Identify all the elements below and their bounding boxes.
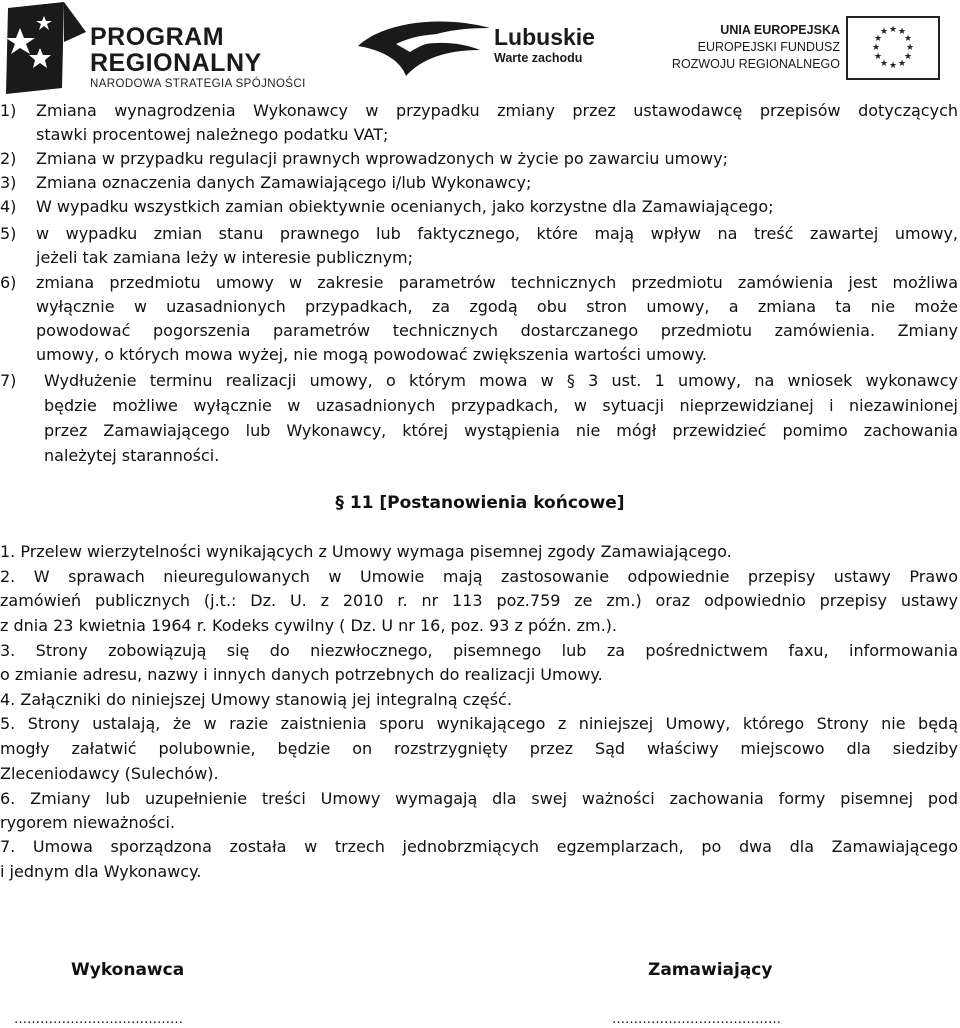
list-item-6-number: 6) [0,273,17,292]
program-line1: PROGRAM [90,23,225,51]
list-item-3-line1: Zmiana oznaczenia danych Zamawiającego i/lub Wykonawcy; [36,173,532,192]
signature-line-contractor: ………………………………… [14,1012,183,1027]
svg-text:★: ★ [873,52,883,62]
list-item-6-line2: wyłącznie w uzasadnionych przypadkach, za zgodą obu stron umowy, a zmiana ta nie może [36,297,958,316]
list-item-7-line2: będzie możliwe wyłącznie w uzasadnionych przypadkach, w sytuacji nieprzewidzianej i niezawinionej [44,396,958,415]
program-line2: REGIONALNY [90,49,262,77]
list-item-1-line1: Zmiana wynagrodzenia Wykonawcy w przypadku zmiany przez ustawodawcę przepisów dotyczących [36,101,958,120]
lubuskie-logo [356,18,606,82]
provision-3-line1: 3. Strony zobowiązują się do niezwłocznego, pisemnego lub za pośrednictwem faxu, informowania [0,641,958,660]
header-logos [0,0,960,96]
provision-7-line1: 7. Umowa sporządzona została w trzech jednobrzmiących egzemplarzach, po dwa dla Zamawiającego [0,837,958,856]
list-item-2-number: 2) [0,149,17,168]
svg-text:★: ★ [897,27,907,37]
svg-text:★: ★ [871,43,881,53]
provision-3-line2: o zmianie adresu, nazwy i innych danych potrzebnych do realizacji Umowy. [0,665,603,684]
program-regionalny-flag-icon [6,2,86,94]
signature-label-contractor: Wykonawca [71,960,185,980]
eu-fund-text [640,22,840,73]
list-item-7-line1: Wydłużenie terminu realizacji umowy, o którym mowa w § 3 ust. 1 umowy, na wniosek wykonawcy [44,371,958,390]
list-item-5-number: 5) [0,224,17,243]
list-item-7-line3: przez Zamawiającego lub Wykonawcy, której wystąpienia nie mógł przewidzieć pomimo zachowania [44,421,958,440]
list-item-6-line3: powodować pogorszenia parametrów technicznych dostarczanego przedmiotu zamówienia. Zmiany [36,321,958,340]
program-regionalny-title [90,24,262,76]
svg-text:★: ★ [888,25,898,35]
list-item-2-line1: Zmiana w przypadku regulacji prawnych wprowadzonych w życie po zawarciu umowy; [36,149,728,168]
provision-2-line1: 2. W sprawach nieuregulowanych w Umowie mają zastosowanie odpowiednie przepisy ustawy Prawo [0,567,958,586]
list-item-6-line4: umowy, o których mowa wyżej, nie mogą powodować zwiększenia wartości umowy. [36,345,707,364]
list-item-7-number: 7) [0,371,17,390]
lubuskie-wing-icon [356,18,492,82]
lubuskie-name: Lubuskie [494,24,595,50]
eu-stars-icon [848,18,938,78]
list-item-7-line4: należytej staranności. [44,446,220,465]
provision-2-line3: z dnia 23 kwietnia 1964 r. Kodeks cywilny ( Dz. U nr 16, poz. 93 z późn. zm.). [0,616,617,635]
provision-5-line2: mogły załatwić polubownie, będzie on rozstrzygnięty przez Sąd właściwy miejscowo dla siedziby [0,739,958,758]
provision-6-line2: rygorem nieważności. [0,813,176,832]
provision-6-line1: 6. Zmiany lub uzupełnienie treści Umowy wymagają dla swej ważności zachowania formy pisemnej pod [0,789,958,808]
provision-7-line2: i jednym dla Wykonawcy. [0,862,202,881]
program-regionalny-logo [4,2,304,94]
list-item-4-line1: W wypadku wszystkich zamian obiektywnie ocenianych, jako korzystne dla Zamawiającego; [36,197,774,216]
eu-line3: ROZWOJU REGIONALNEGO [671,57,840,71]
svg-text:★: ★ [905,43,915,53]
svg-text:★: ★ [879,59,889,69]
section-heading: § 11 [Postanowienia końcowe] [335,493,625,513]
signature-label-ordering-party: Zamawiający [648,960,773,980]
provision-5-line3: Zleceniodawcy (Sulechów). [0,764,219,783]
list-item-3-number: 3) [0,173,17,192]
list-item-4-number: 4) [0,197,17,216]
list-item-1-line2: stawki procentowej należnego podatku VAT; [36,125,389,144]
svg-text:★: ★ [873,34,883,44]
lubuskie-tagline: Warte zachodu [494,51,583,65]
program-subtitle: NARODOWA STRATEGIA SPÓJNOŚCI [90,78,306,90]
provision-4-line1: 4. Załączniki do niniejszej Umowy stanowią jej integralną część. [0,690,512,709]
provision-2-line2: zamówień publicznych (j.t.: Dz. U. z 2010 r. nr 113 poz.759 ze zm.) oraz odpowiednio przepisy ustawy [0,591,958,610]
list-item-6-line1: zmiana przedmiotu umowy w zakresie parametrów technicznych przedmiotu zamówienia jest możliwa [36,273,958,292]
eu-line2: EUROPEJSKI FUNDUSZ [697,40,840,54]
list-item-1-number: 1) [0,101,17,120]
svg-text:★: ★ [888,61,898,71]
signature-line-ordering-party: ………………………………… [612,1012,781,1027]
provision-1-line1: 1. Przelew wierzytelności wynikających z Umowy wymaga pisemnej zgody Zamawiającego. [0,542,732,561]
provision-5-line1: 5. Strony ustalają, że w razie zaistnienia sporu wynikającego z niniejszej Umowy, którego Strony nie będą [0,714,958,733]
svg-text:★: ★ [879,27,889,37]
list-item-5-line1: w wypadku zmian stanu prawnego lub faktycznego, które mają wpływ na treść zawartej umowy, [36,224,958,243]
list-item-5-line2: jeżeli tak zamiana leży w interesie publicznym; [36,248,414,267]
eu-line1: UNIA EUROPEJSKA [720,23,840,37]
eu-flag-icon [846,16,940,80]
svg-text:★: ★ [903,34,913,44]
svg-text:★: ★ [903,52,913,62]
svg-text:★: ★ [897,59,907,69]
